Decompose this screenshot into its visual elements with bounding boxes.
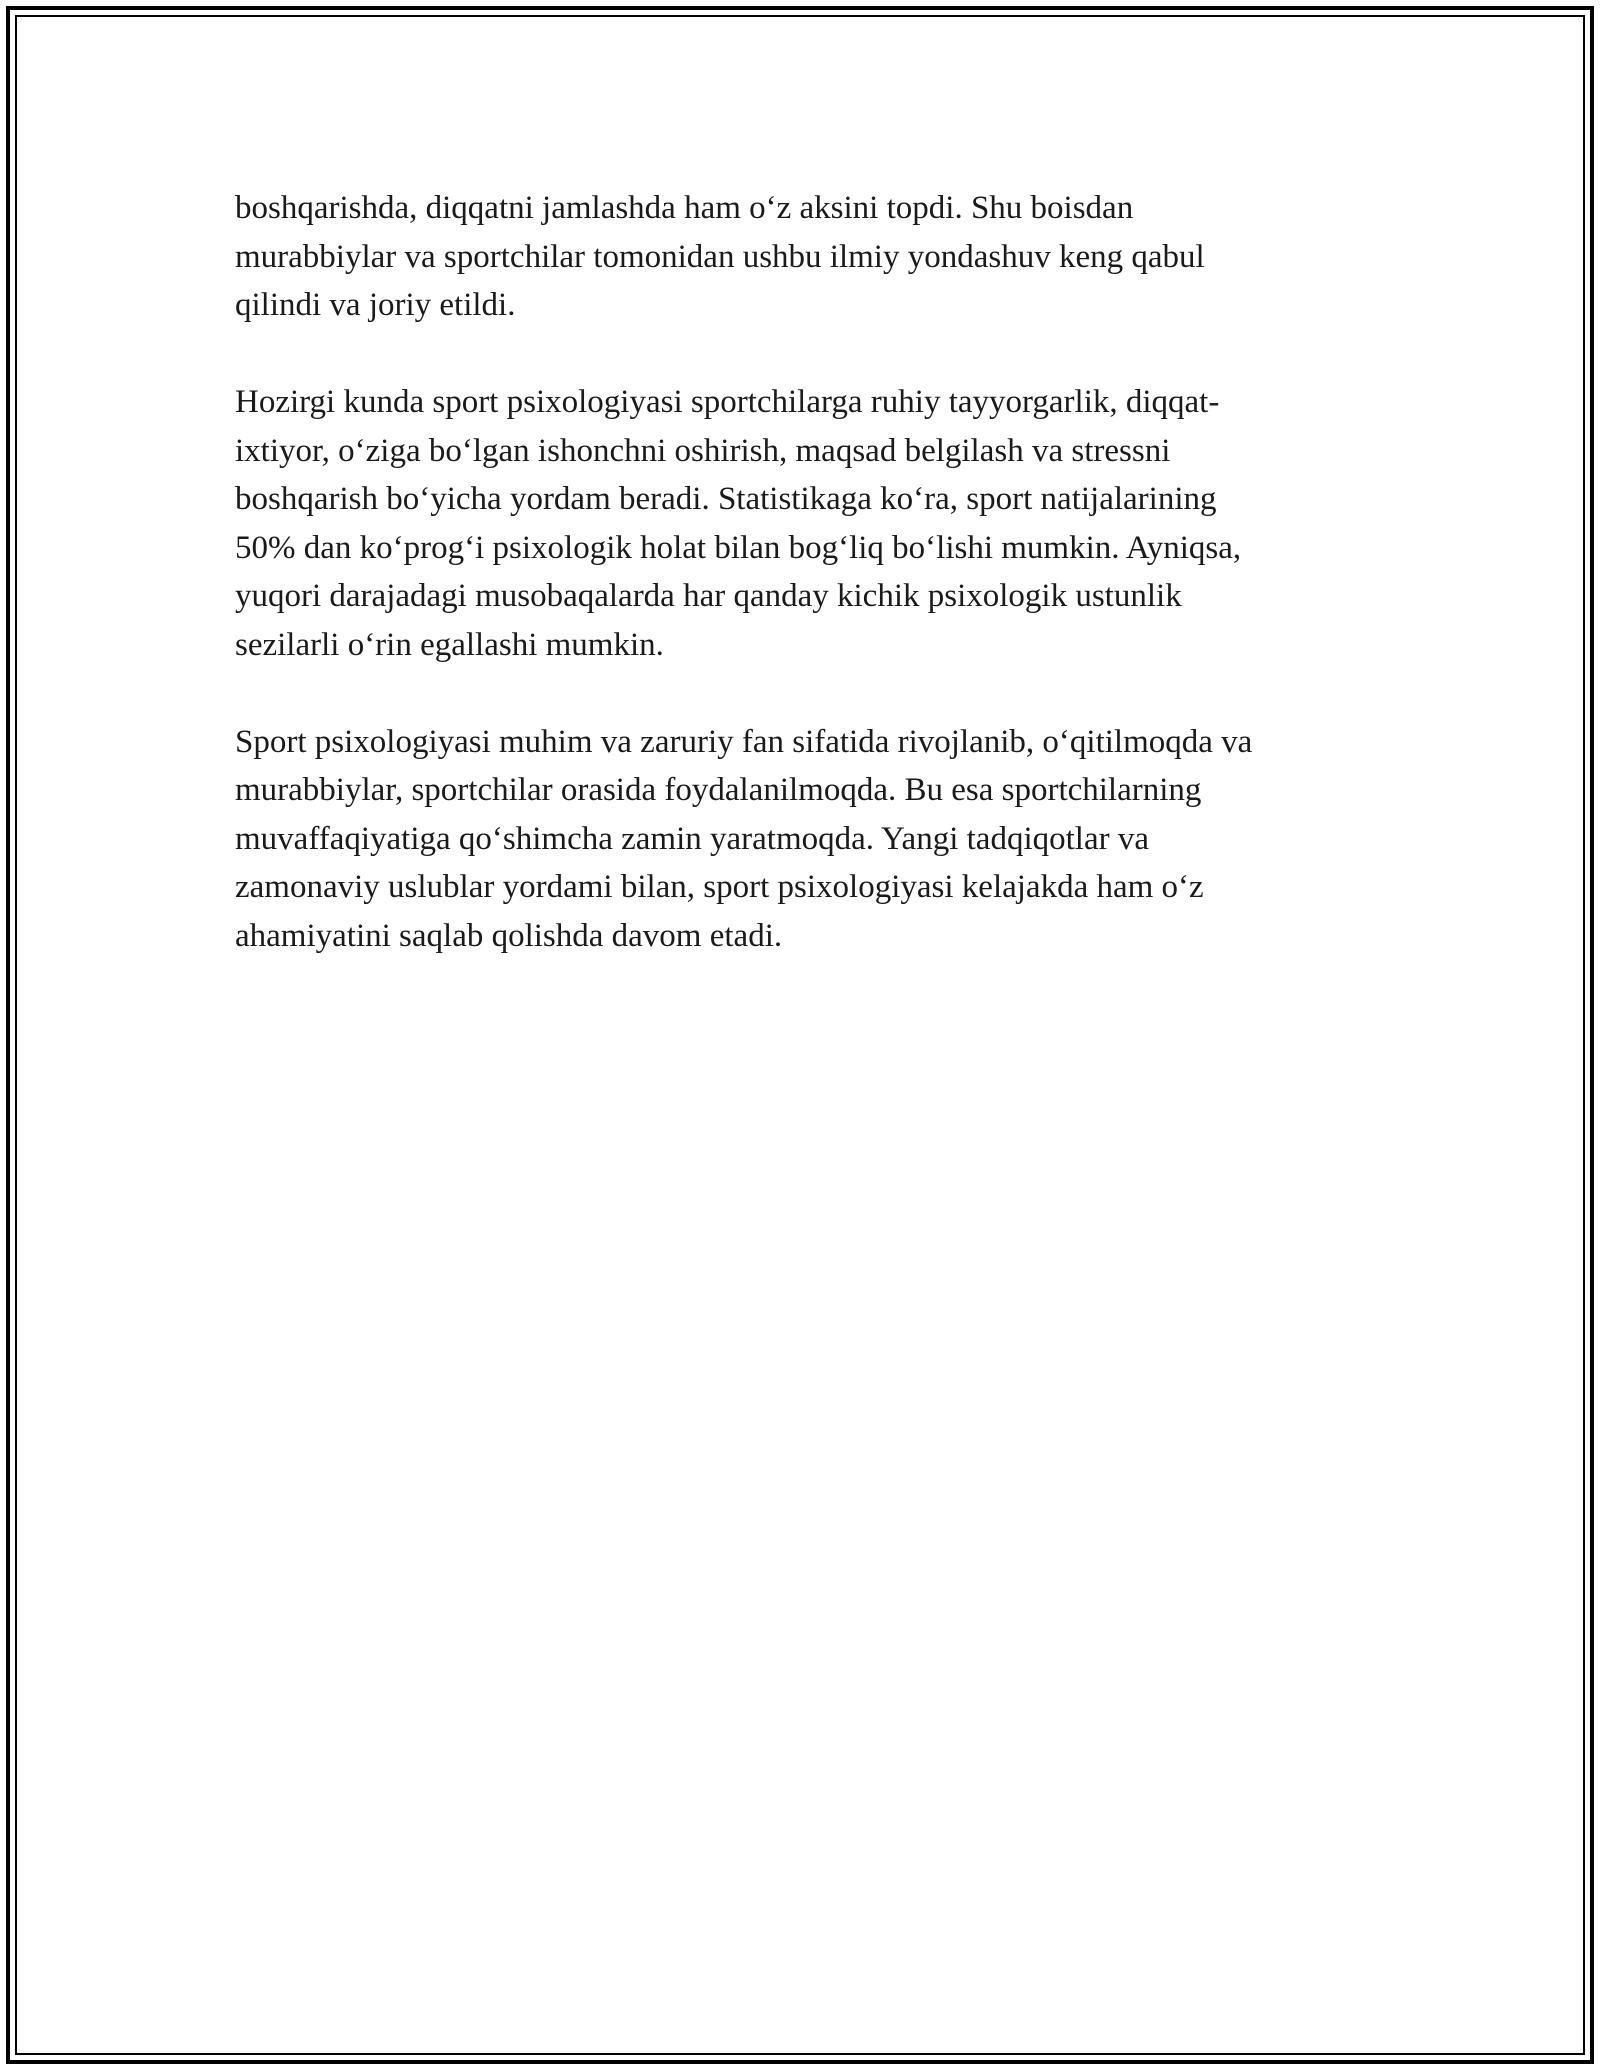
text-line: ahamiyatini saqlab qolishda davom etadi. <box>235 917 783 954</box>
paragraph-2 <box>235 378 1395 669</box>
text-line: zamonaviy uslublar yordami bilan, sport psixologiyasi kelajakda ham o‘z <box>235 869 1204 905</box>
text-line: Sport psixologiyasi muhim va zaruriy fan sifatida rivojlanib, o‘qitilmoqda va <box>235 723 1253 760</box>
text-line: ixtiyor, o‘ziga bo‘lgan ishonchni oshirish, maqsad belgilash va stressni <box>235 432 1171 469</box>
text-line: 50% dan ko‘prog‘i psixologik holat bilan bog‘liq bo‘lishi mumkin. Ayniqsa, <box>235 529 1242 566</box>
text-line: Hozirgi kunda sport psixologiyasi sportchilarga ruhiy tayyorgarlik, diqqat- <box>235 384 1220 420</box>
paragraph-3 <box>235 718 1395 961</box>
text-line: muvaffaqiyatiga qo‘shimcha zamin yaratmoqda. Yangi tadqiqotlar va <box>235 820 1149 857</box>
text-line: murabbiylar, sportchilar orasida foydalanilmoqda. Bu esa sportchilarning <box>235 772 1202 808</box>
paragraph-1 <box>235 184 1395 330</box>
text-line: boshqarishda, diqqatni jamlashda ham o‘z aksini topdi. Shu boisdan <box>235 190 1134 226</box>
text-line: sezilarli o‘rin egallashi mumkin. <box>235 626 664 663</box>
text-line: murabbiylar va sportchilar tomonidan ushbu ilmiy yondashuv keng qabul <box>235 238 1205 275</box>
text-line: yuqori darajadagi musobaqalarda har qanday kichik psixologik ustunlik <box>235 578 1182 614</box>
text-line: qilindi va joriy etildi. <box>235 287 516 323</box>
text-line: boshqarish bo‘yicha yordam beradi. Statistikaga ko‘ra, sport natijalarining <box>235 481 1217 517</box>
document-body <box>235 184 1395 1009</box>
